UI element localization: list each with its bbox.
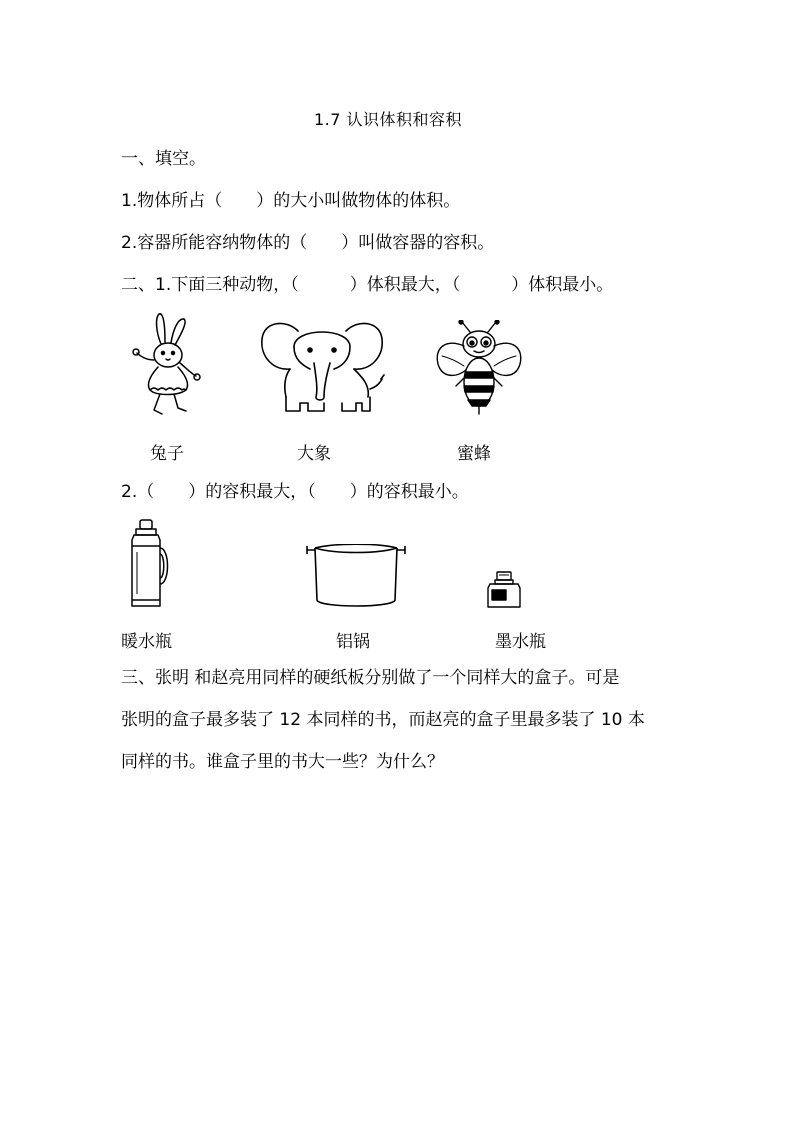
elephant-illustration	[258, 317, 386, 417]
animal-label-bee: 蜜蜂	[457, 444, 491, 464]
container-label-ink-bottle: 墨水瓶	[495, 632, 546, 652]
animal-label-rabbit: 兔子	[150, 444, 184, 464]
question-3-line-1: 三、张明 和赵亮用同样的硬纸板分别做了一个同样大的盒子。可是	[121, 668, 620, 688]
container-label-thermos: 暖水瓶	[121, 632, 172, 652]
ink-bottle-illustration	[486, 571, 522, 609]
section1-heading: 一、填空。	[121, 149, 206, 169]
question-2-1: 二、1.下面三种动物，（ ）体积最大，（ ）体积最小。	[121, 275, 614, 295]
rabbit-illustration	[128, 310, 203, 420]
question-3-line-3: 同样的书。谁盒子里的书大一些？为什么？	[121, 752, 444, 772]
container-label-pot: 铝锅	[336, 632, 370, 652]
aluminum-pot-illustration	[305, 544, 407, 610]
bee-illustration	[432, 320, 527, 418]
worksheet-title: 1.7 认识体积和容积	[314, 110, 463, 129]
animal-label-elephant: 大象	[297, 444, 331, 464]
thermos-illustration	[128, 518, 172, 610]
question-2-2: 2.（ ）的容积最大，（ ）的容积最小。	[121, 482, 469, 502]
question-1-2: 2.容器所能容纳物体的（ ）叫做容器的容积。	[121, 233, 495, 253]
question-3-line-2: 张明的盒子最多装了 12 本同样的书，而赵亮的盒子里最多装了 10 本	[121, 710, 645, 730]
question-1-1: 1.物体所占（ ）的大小叫做物体的体积。	[121, 191, 461, 211]
